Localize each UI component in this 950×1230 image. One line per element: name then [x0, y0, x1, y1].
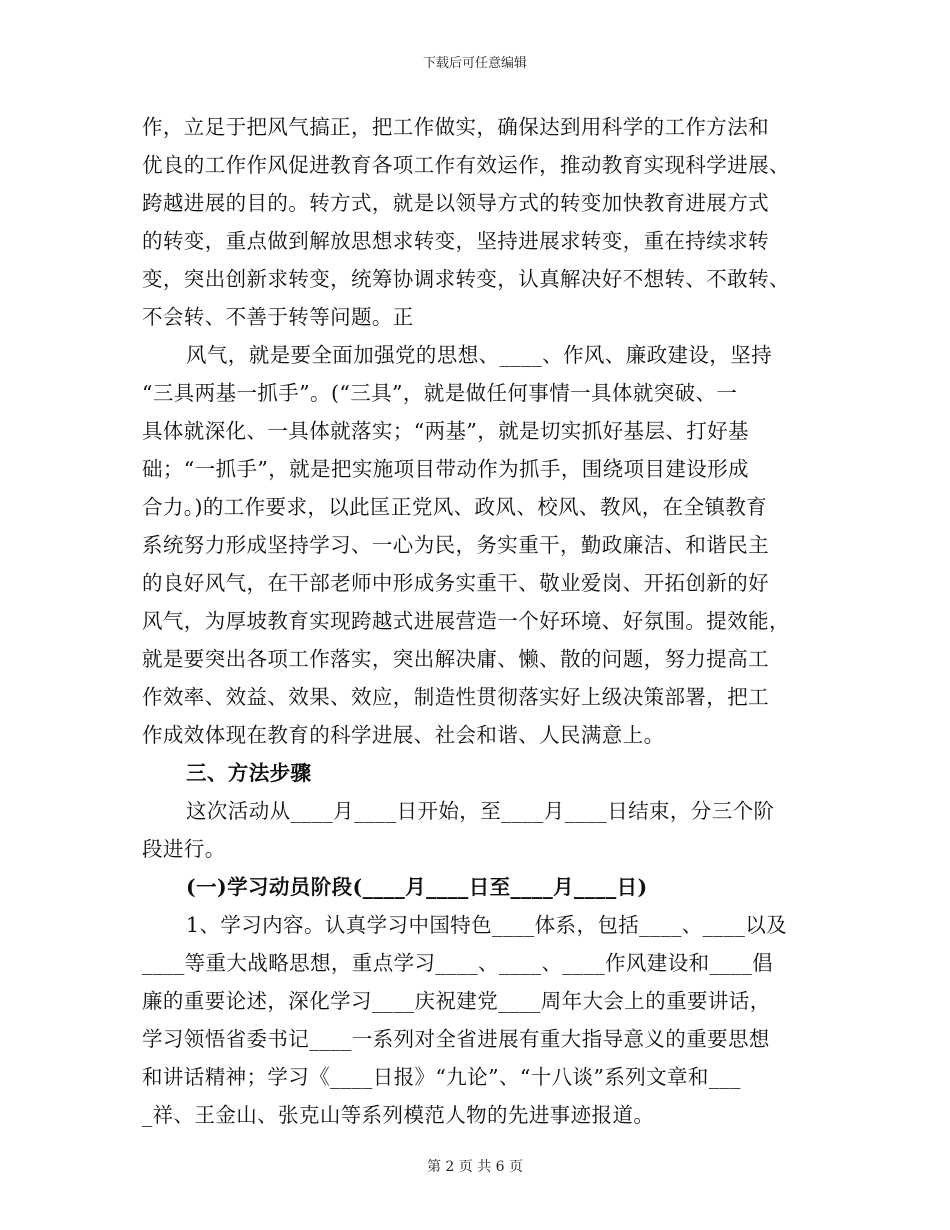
page-footer: 第 2 页 共 6 页: [426, 1159, 524, 1175]
section-heading: (一)学习动员阶段(____月____日至____月____日): [186, 875, 648, 899]
text-line: 风气，为厚坡教育实现跨越式进展营造一个好环境、好氛围。提效能，: [142, 609, 790, 633]
text-line: _祥、王金山、张克山等系列模范人物的先进事迹报道。: [142, 1103, 655, 1127]
text-line: 廉的重要论述，深化学习____庆祝建党____周年大会上的重要讲话，: [142, 989, 771, 1013]
text-line: 具体就深化、一具体就落实；“两基”，就是切实抓好基层、打好基: [142, 419, 749, 443]
text-line: 的转变，重点做到解放思想求转变，坚持进展求转变，重在持续求转: [142, 229, 769, 253]
text-line: 跨越进展的目的。转方式，就是以领导方式的转变加快教育进展方式: [142, 191, 769, 215]
text-line: 风气，就是要全面加强党的思想、____、作风、廉政建设，坚持: [186, 343, 772, 367]
text-line: 的良好风气，在干部老师中形成务实重干、敬业爱岗、开拓创新的好: [142, 571, 769, 595]
text-line: 不会转、不善于转等问题。正: [142, 305, 414, 329]
document-body: [142, 108, 810, 1134]
text-line: 段进行。: [142, 837, 226, 861]
text-line: “三具两基一抓手”。(“三具”，就是做任何事情一具体就突破、一: [142, 381, 738, 405]
section-heading: 三、方法步骤: [186, 761, 312, 785]
text-line: 作，立足于把风气搞正，把工作做实，确保达到用科学的工作方法和: [142, 115, 769, 139]
text-line: 础；“一抓手”，就是把实施项目带动作为抓手，围绕项目建设形成: [142, 457, 749, 481]
text-line: 系统努力形成坚持学习、一心为民，务实重干，勤政廉洁、和谐民主: [142, 533, 769, 557]
text-line: 变，突出创新求转变，统筹协调求转变，认真解决好不想转、不敢转、: [142, 267, 790, 291]
text-line: 1、学习内容。认真学习中国特色____体系，包括____、____以及: [186, 913, 788, 937]
text-line: 作效率、效益、效果、效应，制造性贯彻落实好上级决策部署，把工: [142, 685, 769, 709]
text-line: ____等重大战略思想，重点学习____、____、____作风建设和____倡: [142, 951, 773, 975]
page-header: 下载后可任意编辑: [422, 56, 527, 71]
text-line: 就是要突出各项工作落实，突出解决庸、懒、散的问题，努力提高工: [142, 647, 769, 671]
text-line: 这次活动从____月____日开始，至____月____日结束，分三个阶: [186, 799, 775, 823]
text-line: 学习领悟省委书记____一系列对全省进展有重大指导意义的重要思想: [142, 1027, 770, 1051]
text-line: 合力。)的工作要求，以此匡正党风、政风、校风、教风，在全镇教育: [142, 495, 768, 519]
text-line: 和讲话精神；学习《____日报》“九论”、“十八谈”系列文章和___: [142, 1065, 741, 1089]
text-line: 优良的工作作风促进教育各项工作有效运作，推动教育实现科学进展、: [142, 153, 790, 177]
text-line: 作成效体现在教育的科学进展、社会和谐、人民满意上。: [142, 723, 665, 747]
